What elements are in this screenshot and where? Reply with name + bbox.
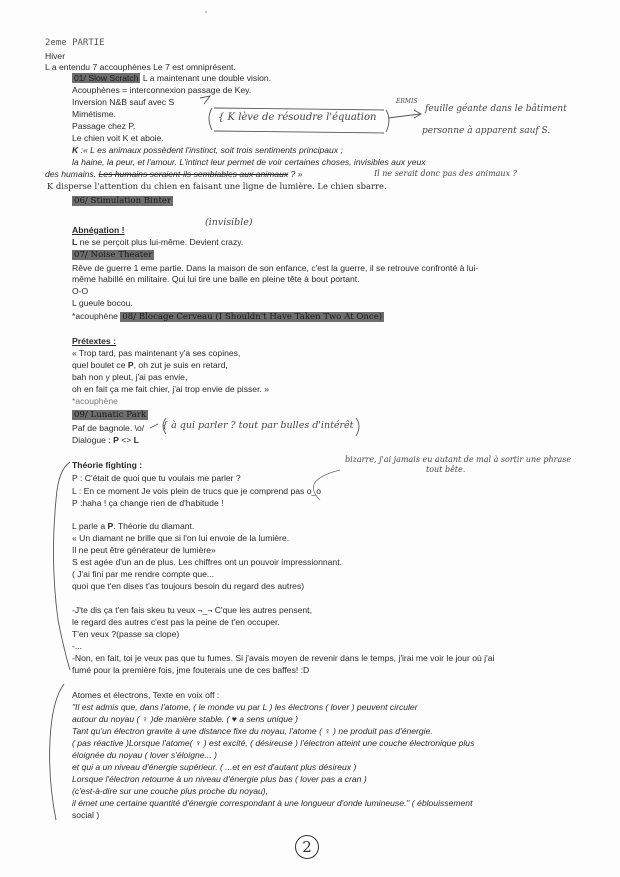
track-08-label: 08/ Blocage Cerveau (I Shouldn't Have Taken Two At Once) (122, 312, 383, 322)
text-line: T'en veux ?(passe sa clope) (72, 629, 180, 639)
text: <> (118, 435, 134, 445)
text-line: bah non y pleut, j'ai pas envie, (72, 372, 188, 382)
quote-line: Tant qu'un électron gravite à une distance fixe du noyau, l'atome ( ♀ ) ne produit pas d'énergie. (72, 726, 433, 736)
intro-line: L a entendu 7 accouphènes Le 7 est omniprésent. (45, 62, 236, 72)
track-01-label: 01/ Slow Scratch (74, 73, 139, 83)
text-line: S est agée d'un an de plus. Les chiffres ont un pouvoir impressionnant. (72, 557, 342, 567)
text-line: Rêve de guerre 1 eme partie. Dans la maison de son enfance, c'est la guerre, il se retrouve confronté à lui- (72, 263, 479, 273)
handwritten-note: ERMIS (396, 98, 418, 105)
quote-line: (c'est-à-dire sur une couche plus proche du noyau), (72, 786, 269, 796)
dialogue-line: L : En ce moment Je vois plein de trucs que je comprend pas o_o (72, 486, 322, 496)
text: , oh zut je suis en retard, (133, 360, 228, 370)
text-line: Il ne peut être générateur de lumière» (72, 545, 216, 555)
text-line: Passage chez P. (72, 121, 136, 131)
text-line: quoi que t'en dises t'as toujours besoin du regard des autres) (72, 581, 305, 591)
quote-line: autour du noyau ( ♀ )de manière stable. ( ♥ a sens unique ) (72, 714, 299, 724)
handwritten-note: Il ne serait donc pas des animaux ? (374, 169, 517, 178)
text: *acouphène (72, 311, 121, 321)
part-title: 2eme PARTIE (45, 38, 105, 48)
text-line: oh en fait ça me fait chier, j'ai trop envie de pisser. » (72, 384, 270, 394)
track-07-label: 07/ Noise Theater (74, 250, 153, 260)
text-line: Le chien voit K et aboie. (72, 133, 164, 143)
text-line: le regard des autres c'est pas la peine de t'en occuper. (72, 617, 280, 627)
handwritten-note: bizarre, j'ai jamais eu autant de mal à sortir une phrase (345, 455, 572, 464)
quote-line: "Il est admis que, dans l'atome, ( le monde vu par L ) les électrons ( lover ) peuvent circuler (72, 702, 418, 712)
text: L a maintenant une double vision. (140, 73, 272, 83)
handwritten-note: { à qui parler ? tout par bulles d'intérêt (162, 420, 354, 431)
struck-text: Les humains seraient-ils semblables aux animaux (98, 169, 289, 179)
handwritten-note: { K lève de résoudre l'équation (218, 112, 377, 123)
text-line: *acouphène (72, 396, 118, 406)
char-p: P (107, 521, 114, 531)
text-line: Mimétisme. (72, 109, 116, 119)
handwritten-note: tout bête. (426, 465, 466, 474)
handwritten-note: (invisible) (205, 217, 253, 228)
text-line: « Un diamant ne brille que si l'on lui envoie de la lumière. (72, 533, 290, 543)
quote-line: éloignée du noyau ( lover s'éloigne... ) (72, 750, 217, 760)
text-line: « Trop tard, pas maintenant y'a ses copines, (72, 348, 241, 358)
char-k: K (72, 145, 79, 155)
theorie-heading: Théorie fighting : (72, 460, 143, 470)
quote-line: Lorsque l'électron retourne à un niveau d'énergie plus bas ( lover pas a cran ) (72, 774, 367, 784)
text: des humains. (45, 169, 99, 179)
text: quel boulet ce (72, 360, 128, 370)
char-l: L (133, 435, 139, 445)
handwritten-note: feuille géante dans le bâtiment (425, 104, 567, 114)
text-line: -Non, en fait, toi je veux pas que tu fumes. Si j'avais moyen de revenir dans le temps, j'irai me voir le jour où j'ai (72, 653, 495, 663)
season-label: Hiver (45, 51, 66, 61)
page-number: 2 (295, 835, 319, 859)
track-09-label: 09/ Lunatic Park (74, 410, 147, 420)
text: L parle a (72, 521, 108, 531)
text-line: -J'te dis ça t'en fais skeu tu veux ¬_¬ C'que les autres pensent, (72, 605, 312, 615)
text-line: social ) (72, 810, 100, 820)
text-line: Atomes et électrons, Texte en voix off : (72, 690, 220, 700)
abnegation-heading: Abnégation ! (72, 225, 125, 235)
char-p: P (127, 360, 134, 370)
dialogue-line: P : C'était de quoi que tu voulais me parler ? (72, 473, 241, 483)
text: . Théorie du diamant. (113, 521, 195, 531)
quote-line: la haine, la peur, et l'amour. L'intinct leur permet de voir certaines choses, invisibles aux yeux (72, 157, 426, 167)
quote-line: il émet une certaine quantité d'énergie correspondant à une longueur d'onde lumineuse." ( éblouissement (72, 798, 473, 808)
text-line: K disperse l'attention du chien en faisant une ligne de lumière. Le chien sbarre. (47, 181, 387, 191)
text-line: Inversion N&B sauf avec S (72, 97, 175, 107)
dialogue-line: P :haha ! ça change rien de d'habitude ! (72, 498, 224, 508)
text: :« L es animaux possèdent l'instinct, soit trois sentiments principaux ; (78, 145, 343, 155)
text-line: Acouphènes = interconnexion passage de Key. (72, 85, 252, 95)
pretextes-heading: Prétextes : (72, 336, 116, 346)
text-line: O-O (72, 286, 89, 296)
text-line: fumé pour la première fois, jme fouterais une de ces baffes! :D (72, 665, 310, 675)
text-line: -... (72, 641, 83, 651)
track-06-label: 06/ Stimulation Binter (74, 196, 172, 206)
text-line: ( J'ai fini par me rendre compte que... (72, 569, 215, 579)
text: Dialogue : (72, 435, 114, 445)
handwritten-note: personne à apparent sauf S. (422, 126, 551, 136)
char-l: L (72, 237, 78, 247)
char-p: P (113, 435, 119, 445)
text: ne se perçoit plus lui-même. Devient crazy. (77, 237, 244, 247)
quote-line: ( pas réactive )Lorsque l'atome( ♀ ) est excité, ( désireuse ) l'électron atteint une couche électronique plus (72, 738, 475, 748)
quote-line: et qui a un niveau d'énergie supérieur. ( ...et en est d'autant plus désireux ) (72, 762, 357, 772)
text-line: L gueule bocou. (72, 298, 133, 308)
text-line: même habillé en militaire. Qui lui tire une balle en pleine tête à bout portant. (72, 274, 360, 284)
text-line: Paf de bagnole. \o/ (72, 423, 145, 433)
text: ? » (288, 169, 303, 179)
